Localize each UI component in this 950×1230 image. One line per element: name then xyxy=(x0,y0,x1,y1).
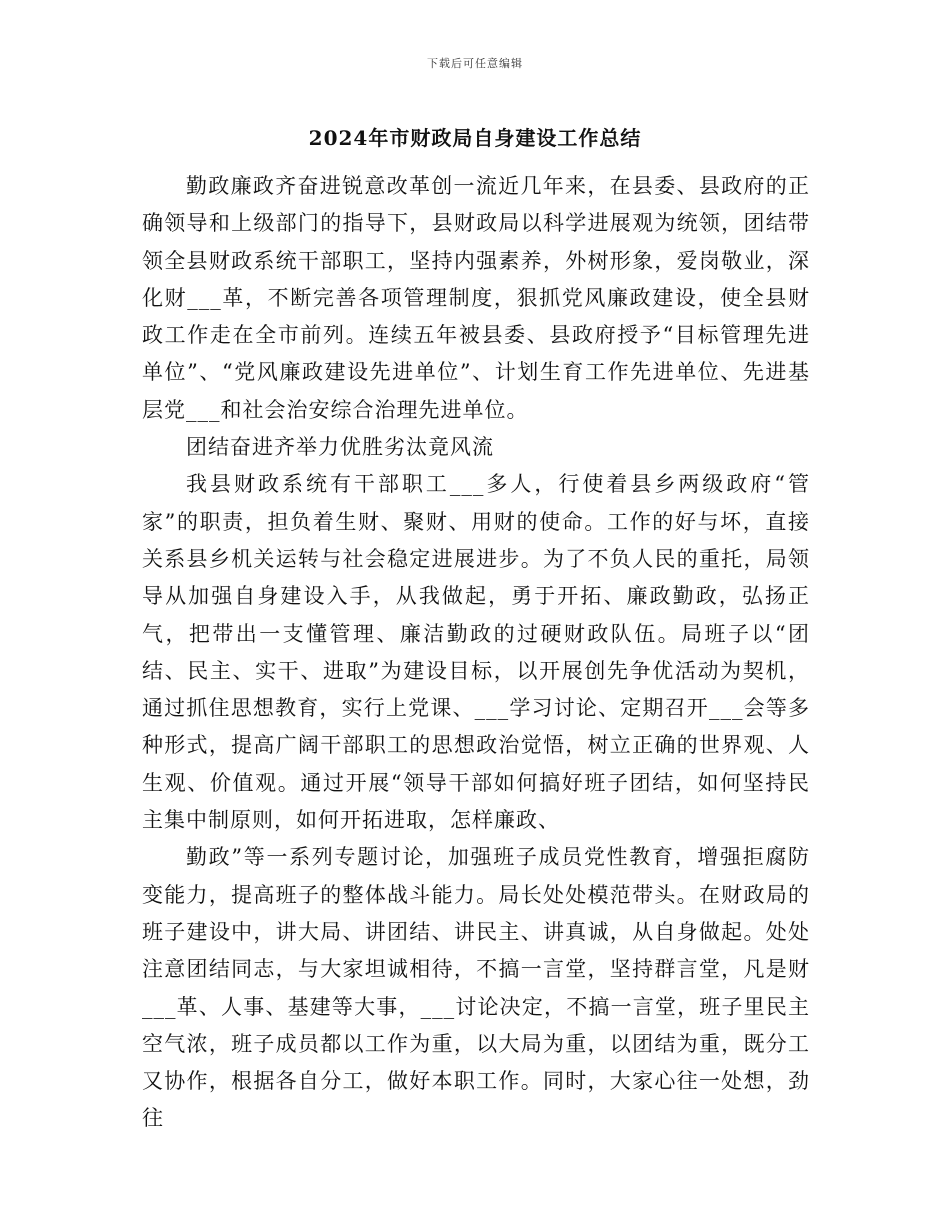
paragraph: 勤政廉政齐奋进锐意改革创一流近几年来，在县委、县政府的正确领导和上级部门的指导下，县财政局以科学进展观为统领，团结带领全县财政系统干部职工，坚持内强素养，外树形象，爱岗敬业，深化财___革，不断完善各项管理制度，狠抓党风廉政建设，使全县财政工作走在全市前列。连续五年被县委、县政府授予“目标管理先进单位”、“党风廉政建设先进单位”、计划生育工作先进单位、先进基层党___和社会治安综合治理先进单位。 xyxy=(142,174,810,422)
paragraph: 我县财政系统有干部职工___多人，行使着县乡两级政府“管家”的职责，担负着生财、聚财、用财的使命。工作的好与坏，直接关系县乡机关运转与社会稳定进展进步。为了不负人民的重托，局领导从加强自身建设入手，从我做起，勇于开拓、廉政勤政，弘扬正气，把带出一支懂管理、廉洁勤政的过硬财政队伍。局班子以“团结、民主、实干、进取”为建设目标，以开展创先争优活动为契机，通过抓住思想教育，实行上党课、___学习讨论、定期召开___会等多种形式，提高广阔干部职工的思想政治觉悟，树立正确的世界观、人生观、价值观。通过开展“领导干部如何搞好班子团结，如何坚持民主集中制原则，如何开拓进取，怎样廉政、 xyxy=(142,472,810,833)
section-heading: 团结奋进齐举力优胜劣汰竟风流 xyxy=(186,435,494,460)
document-body xyxy=(142,168,810,1138)
document-title: 2024年市财政局自身建设工作总结 xyxy=(308,126,642,150)
paragraph: 勤政”等一系列专题讨论，加强班子成员党性教育，增强拒腐防变能力，提高班子的整体战斗能力。局长处处模范带头。在财政局的班子建设中，讲大局、讲团结、讲民主、讲真诚，从自身做起。处处注意团结同志，与大家坦诚相待，不搞一言堂，坚持群言堂，凡是财___革、人事、基建等大事，___讨论决定，不搞一言堂，班子里民主空气浓，班子成员都以工作为重，以大局为重，以团结为重，既分工又协作，根据各自分工，做好本职工作。同时，大家心往一处想，劲往 xyxy=(142,845,810,1131)
header-note: 下载后可任意编辑 xyxy=(427,57,523,70)
